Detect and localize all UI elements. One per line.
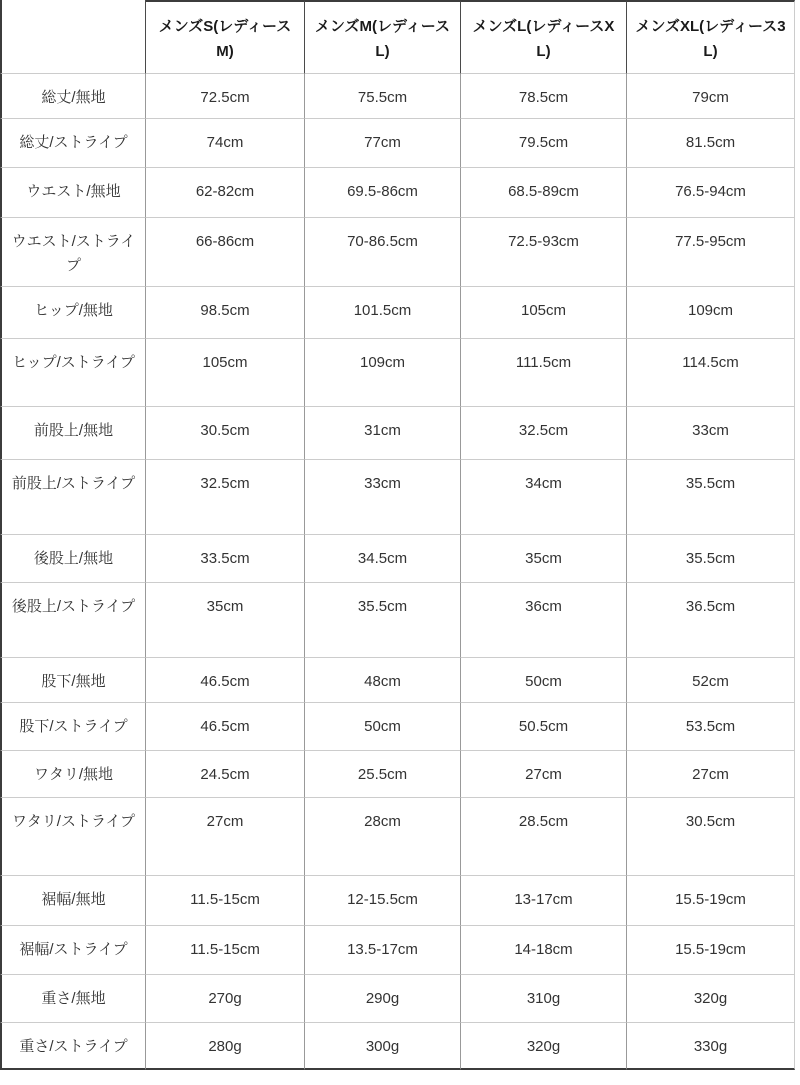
measurement-cell: 13.5-17cm — [305, 926, 461, 975]
row-label: 裾幅/ストライプ — [0, 926, 146, 975]
measurement-cell: 33.5cm — [146, 535, 305, 583]
measurement-cell: 300g — [305, 1023, 461, 1070]
measurement-cell: 14-18cm — [461, 926, 627, 975]
measurement-cell: 50cm — [461, 658, 627, 703]
row-label: ワタリ/ストライプ — [0, 798, 146, 876]
row-label: ヒップ/無地 — [0, 287, 146, 339]
measurement-cell: 111.5cm — [461, 339, 627, 407]
measurement-cell: 101.5cm — [305, 287, 461, 339]
measurement-cell: 32.5cm — [461, 407, 627, 460]
measurement-cell: 27cm — [627, 751, 795, 798]
header-row — [0, 0, 795, 74]
table-row — [0, 168, 795, 218]
measurement-cell: 50.5cm — [461, 703, 627, 751]
table-row — [0, 876, 795, 926]
measurement-cell: 31cm — [305, 407, 461, 460]
column-header-size-2: メンズM(レディースL) — [305, 0, 461, 74]
table-row — [0, 407, 795, 460]
measurement-cell: 34cm — [461, 460, 627, 535]
row-label: 前股上/ストライプ — [0, 460, 146, 535]
measurement-cell: 79.5cm — [461, 119, 627, 168]
column-header-size-4: メンズXL(レディース3L) — [627, 0, 795, 74]
measurement-cell: 33cm — [627, 407, 795, 460]
table-row — [0, 287, 795, 339]
row-label: ウエスト/無地 — [0, 168, 146, 218]
measurement-cell: 32.5cm — [146, 460, 305, 535]
measurement-cell: 36cm — [461, 583, 627, 658]
measurement-cell: 35.5cm — [305, 583, 461, 658]
measurement-cell: 77cm — [305, 119, 461, 168]
row-label: 重さ/無地 — [0, 975, 146, 1023]
measurement-cell: 72.5-93cm — [461, 218, 627, 287]
measurement-cell: 36.5cm — [627, 583, 795, 658]
measurement-cell: 69.5-86cm — [305, 168, 461, 218]
row-label: ヒップ/ストライプ — [0, 339, 146, 407]
measurement-cell: 109cm — [305, 339, 461, 407]
measurement-cell: 105cm — [146, 339, 305, 407]
table-row — [0, 926, 795, 975]
table-row — [0, 975, 795, 1023]
row-label: 後股上/ストライプ — [0, 583, 146, 658]
measurement-cell: 24.5cm — [146, 751, 305, 798]
row-label: 総丈/ストライプ — [0, 119, 146, 168]
row-label: 股下/無地 — [0, 658, 146, 703]
measurement-cell: 98.5cm — [146, 287, 305, 339]
table-row — [0, 218, 795, 287]
measurement-cell: 13-17cm — [461, 876, 627, 926]
measurement-cell: 330g — [627, 1023, 795, 1070]
measurement-cell: 74cm — [146, 119, 305, 168]
measurement-cell: 28.5cm — [461, 798, 627, 876]
row-label: ワタリ/無地 — [0, 751, 146, 798]
measurement-cell: 30.5cm — [146, 407, 305, 460]
measurement-cell: 35.5cm — [627, 535, 795, 583]
measurement-cell: 15.5-19cm — [627, 876, 795, 926]
table-row — [0, 1023, 795, 1070]
measurement-cell: 62-82cm — [146, 168, 305, 218]
measurement-cell: 46.5cm — [146, 703, 305, 751]
measurement-cell: 15.5-19cm — [627, 926, 795, 975]
table-row — [0, 535, 795, 583]
measurement-cell: 79cm — [627, 74, 795, 119]
row-label: 総丈/無地 — [0, 74, 146, 119]
column-header-size-3: メンズL(レディースXL) — [461, 0, 627, 74]
table-row — [0, 798, 795, 876]
measurement-cell: 52cm — [627, 658, 795, 703]
table-row — [0, 703, 795, 751]
measurement-cell: 114.5cm — [627, 339, 795, 407]
row-label: 重さ/ストライプ — [0, 1023, 146, 1070]
measurement-cell: 12-15.5cm — [305, 876, 461, 926]
measurement-cell: 35cm — [146, 583, 305, 658]
measurement-cell: 290g — [305, 975, 461, 1023]
measurement-cell: 35.5cm — [627, 460, 795, 535]
measurement-cell: 320g — [461, 1023, 627, 1070]
measurement-cell: 75.5cm — [305, 74, 461, 119]
measurement-cell: 28cm — [305, 798, 461, 876]
measurement-cell: 76.5-94cm — [627, 168, 795, 218]
table-row — [0, 119, 795, 168]
measurement-cell: 320g — [627, 975, 795, 1023]
measurement-cell: 46.5cm — [146, 658, 305, 703]
row-label: 後股上/無地 — [0, 535, 146, 583]
table-row — [0, 751, 795, 798]
row-label: 股下/ストライプ — [0, 703, 146, 751]
measurement-cell: 25.5cm — [305, 751, 461, 798]
measurement-cell: 66-86cm — [146, 218, 305, 287]
measurement-cell: 11.5-15cm — [146, 926, 305, 975]
measurement-cell: 27cm — [146, 798, 305, 876]
measurement-cell: 68.5-89cm — [461, 168, 627, 218]
measurement-cell: 34.5cm — [305, 535, 461, 583]
table-row — [0, 583, 795, 658]
size-chart-body — [0, 74, 795, 1070]
row-label: 前股上/無地 — [0, 407, 146, 460]
size-chart-header — [0, 0, 795, 74]
column-header-size-1: メンズS(レディースM) — [146, 0, 305, 74]
table-row — [0, 658, 795, 703]
table-row — [0, 74, 795, 119]
measurement-cell: 270g — [146, 975, 305, 1023]
measurement-cell: 27cm — [461, 751, 627, 798]
measurement-cell: 81.5cm — [627, 119, 795, 168]
measurement-cell: 280g — [146, 1023, 305, 1070]
measurement-cell: 78.5cm — [461, 74, 627, 119]
measurement-cell: 11.5-15cm — [146, 876, 305, 926]
measurement-cell: 50cm — [305, 703, 461, 751]
measurement-cell: 109cm — [627, 287, 795, 339]
row-label: 裾幅/無地 — [0, 876, 146, 926]
row-label: ウエスト/ストライプ — [0, 218, 146, 287]
measurement-cell: 72.5cm — [146, 74, 305, 119]
measurement-cell: 105cm — [461, 287, 627, 339]
corner-cell — [0, 0, 146, 74]
measurement-cell: 48cm — [305, 658, 461, 703]
measurement-cell: 35cm — [461, 535, 627, 583]
table-row — [0, 460, 795, 535]
measurement-cell: 30.5cm — [627, 798, 795, 876]
table-row — [0, 339, 795, 407]
measurement-cell: 77.5-95cm — [627, 218, 795, 287]
measurement-cell: 70-86.5cm — [305, 218, 461, 287]
measurement-cell: 53.5cm — [627, 703, 795, 751]
measurement-cell: 33cm — [305, 460, 461, 535]
measurement-cell: 310g — [461, 975, 627, 1023]
